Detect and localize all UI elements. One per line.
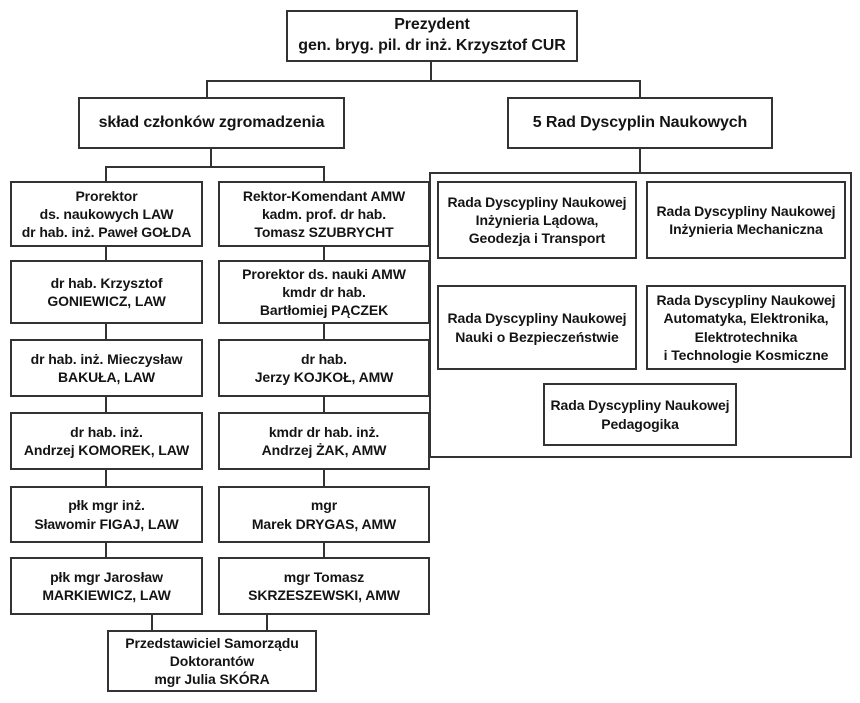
node-figaj (10, 486, 203, 543)
node-text-line: Rektor-Komendant AMW (242, 187, 406, 204)
assembly-header-label: skład członków zgromadzenia (98, 113, 325, 131)
node-text-line: Rada Dyscypliny Naukowej (656, 292, 836, 309)
node-text-line: dr hab. (301, 350, 347, 367)
node-text-line: Nauki o Bezpieczeństwie (455, 328, 619, 345)
connector-president-down (430, 62, 432, 82)
node-council-pedagogy (543, 383, 737, 446)
node-text-line: Prorektor (75, 187, 138, 204)
node-text-line: kadm. prof. dr hab. (261, 205, 387, 222)
node-drygas (218, 486, 430, 543)
node-text-line: Inżynieria Lądowa, (475, 211, 599, 228)
connector-law-1-2 (105, 322, 107, 340)
node-text-line: Marek DRYGAS, AMW (251, 515, 397, 532)
node-text-line: Pedagogika (601, 415, 679, 432)
node-text-line: Automatyka, Elektronika, (663, 310, 829, 327)
node-president (286, 10, 578, 62)
node-skrzeszewski (218, 557, 430, 615)
node-text-line: mgr Tomasz (283, 568, 365, 585)
node-text-line: płk mgr inż. (68, 497, 145, 514)
connector-amw-2-3 (323, 395, 325, 413)
node-text-line: Andrzej ŻAK, AMW (261, 442, 387, 458)
connector-law-3-4 (105, 468, 107, 487)
connector-amw-3-4 (323, 468, 325, 487)
connector-amw-1-2 (323, 322, 325, 340)
connector-branches-h (206, 80, 641, 82)
node-text-line: dr hab. Krzysztof (50, 274, 163, 291)
node-text-line: ds. naukowych LAW (39, 205, 174, 222)
connector-skrzeszewski-doctoral (266, 613, 268, 631)
node-text-line: mgr Julia SKÓRA (154, 671, 270, 688)
node-text-line: dr hab. inż. (70, 423, 143, 440)
node-bakula (10, 339, 203, 397)
node-text-line: GONIEWICZ, LAW (47, 293, 166, 309)
node-komorek (10, 412, 203, 470)
connector-amw-4-5 (323, 541, 325, 558)
connector-markiewicz-doctoral (151, 613, 153, 631)
connector-councils-down (639, 147, 641, 173)
node-text-line: Doktorantów (169, 652, 255, 669)
connector-column-left (105, 166, 107, 182)
connector-assembly-down (210, 147, 212, 168)
connector-law-4-5 (105, 541, 107, 558)
node-council-mechanical-engineering (646, 181, 846, 259)
node-text-line: Przedstawiciel Samorządu (125, 634, 299, 651)
node-text-line: Inżynieria Mechaniczna (669, 221, 823, 237)
connector-column-right (323, 166, 325, 182)
node-text-line: Sławomir FIGAJ, LAW (34, 515, 179, 532)
node-text-line: Tomasz SZUBRYCHT (254, 224, 394, 241)
node-zak (218, 412, 430, 470)
node-text-line: Andrzej KOMOREK, LAW (23, 442, 190, 458)
node-text-line: mgr (310, 497, 338, 514)
node-text-line: Rada Dyscypliny Naukowej (550, 397, 730, 414)
node-text-line: dr hab. inż. Mieczysław (30, 350, 183, 367)
councils-header-label: 5 Rad Dyscyplin Naukowych (532, 113, 748, 131)
node-text-line: i Technologie Kosmiczne (663, 346, 829, 363)
node-szubrycht (218, 181, 430, 247)
connector-amw-0-1 (323, 245, 325, 261)
node-councils-header (507, 97, 773, 149)
connector-law-2-3 (105, 395, 107, 413)
node-golda (10, 181, 203, 247)
node-assembly-header (78, 97, 345, 149)
node-text-line: Elektrotechnika (694, 328, 798, 345)
node-text-line: Rada Dyscypliny Naukowej (656, 202, 836, 219)
node-council-automation-electronics (646, 285, 846, 370)
node-text-line: BAKUŁA, LAW (58, 369, 155, 385)
node-council-security-sciences (437, 285, 637, 370)
connector-law-0-1 (105, 245, 107, 261)
node-text-line: Bartłomiej PĄCZEK (259, 302, 389, 319)
node-kojkol (218, 339, 430, 397)
node-text-line: kmdr dr hab. (282, 283, 366, 300)
president-title: Prezydent (394, 16, 470, 34)
node-text-line: płk mgr Jarosław (50, 568, 163, 585)
node-doctoral-rep (107, 630, 317, 692)
connector-branch-left (206, 80, 208, 98)
connector-columns-h (105, 166, 325, 168)
node-text-line: Rada Dyscypliny Naukowej (447, 310, 627, 327)
connector-branch-right (639, 80, 641, 98)
president-name: gen. bryg. pil. dr inż. Krzysztof CUR (298, 37, 566, 54)
node-text-line: MARKIEWICZ, LAW (42, 587, 171, 603)
node-text-line: Geodezja i Transport (468, 230, 606, 247)
node-goniewicz (10, 260, 203, 324)
node-text-line: Rada Dyscypliny Naukowej (447, 193, 627, 210)
node-text-line: SKRZESZEWSKI, AMW (248, 587, 400, 603)
node-text-line: Jerzy KOJKOŁ, AMW (254, 369, 394, 385)
node-text-line: Prorektor ds. nauki AMW (242, 265, 406, 282)
node-markiewicz (10, 557, 203, 615)
node-council-civil-engineering (437, 181, 637, 259)
node-text-line: dr hab. inż. Paweł GOŁDA (21, 224, 192, 241)
node-paczek (218, 260, 430, 324)
node-text-line: kmdr dr hab. inż. (268, 423, 380, 440)
